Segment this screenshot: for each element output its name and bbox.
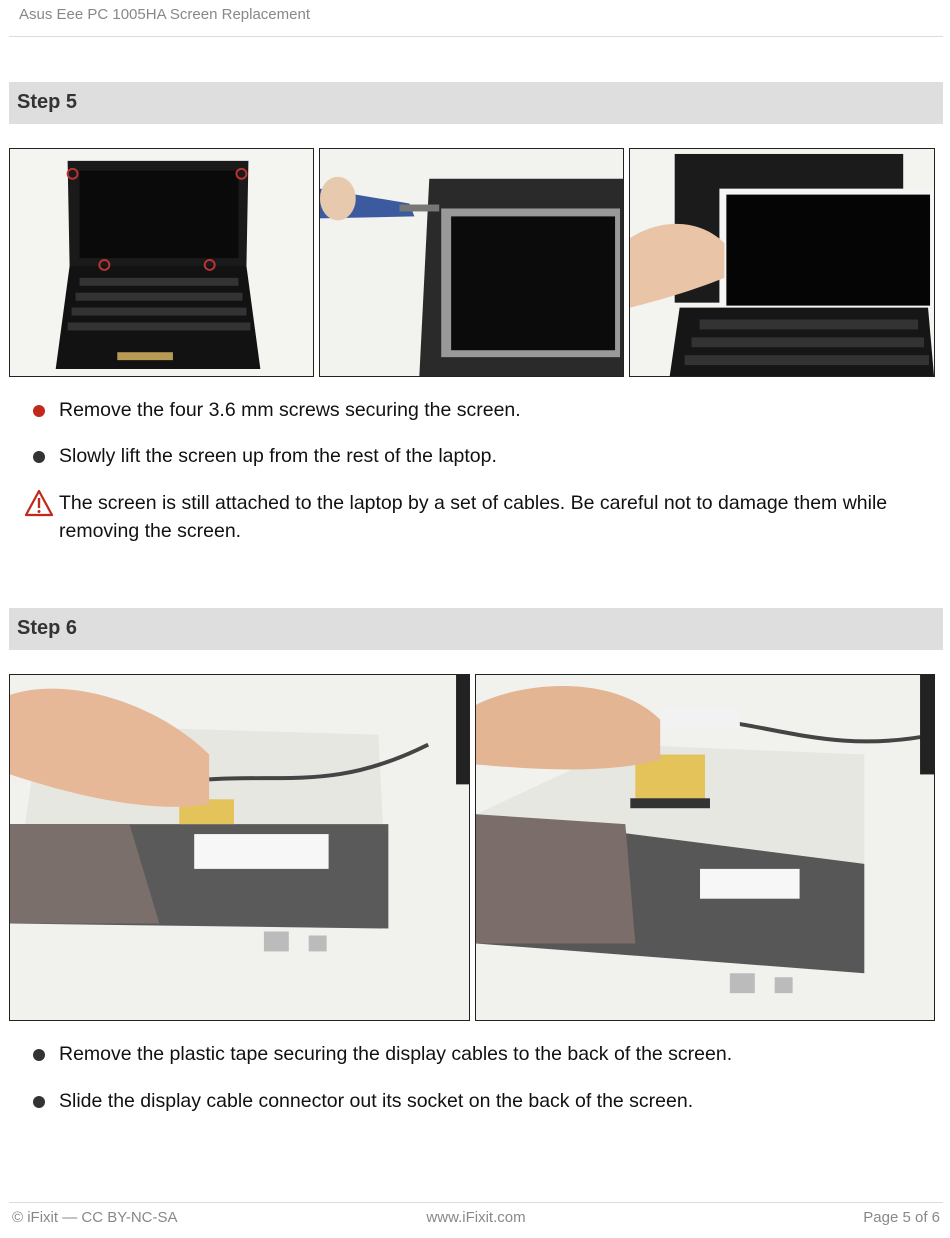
dark-dot-bullet-icon xyxy=(33,451,45,463)
step-5-photo-3[interactable] xyxy=(629,148,935,377)
dark-dot-bullet-icon xyxy=(33,1096,45,1108)
step-5-header xyxy=(9,82,943,124)
bullet-text: Slide the display cable connector out its socket on the back of the screen. xyxy=(59,1090,694,1112)
page-footer xyxy=(9,1202,943,1238)
step-5-photo-2[interactable] xyxy=(319,148,624,377)
license-text: © iFixit — CC BY-NC-SA xyxy=(12,1209,178,1226)
dark-dot-bullet-icon xyxy=(33,1049,45,1061)
step-5-title: Step 5 xyxy=(17,91,78,113)
step-5-warning xyxy=(24,489,924,549)
step-6-photo-2[interactable] xyxy=(475,674,935,1021)
warning-triangle-icon xyxy=(24,489,54,517)
step-5-photo-1[interactable] xyxy=(9,148,314,377)
red-dot-bullet-icon xyxy=(33,405,45,417)
site-link[interactable]: www.iFixit.com xyxy=(426,1209,526,1226)
bullet-text: Remove the plastic tape securing the display cables to the back of the screen. xyxy=(59,1043,733,1065)
page-number: Page 5 of 6 xyxy=(863,1209,940,1226)
bullet-text: Slowly lift the screen up from the rest of the laptop. xyxy=(59,445,497,467)
page-header xyxy=(9,0,943,37)
bullet-text: Remove the four 3.6 mm screws securing the screen. xyxy=(59,399,521,421)
step-6-photo-1[interactable] xyxy=(9,674,470,1021)
step-6-title: Step 6 xyxy=(17,617,78,639)
step-6-header xyxy=(9,608,943,650)
guide-title: Asus Eee PC 1005HA Screen Replacement xyxy=(19,6,310,23)
warning-text: The screen is still attached to the laptop by a set of cables. Be careful not to damage them while removing the screen. xyxy=(59,492,888,542)
